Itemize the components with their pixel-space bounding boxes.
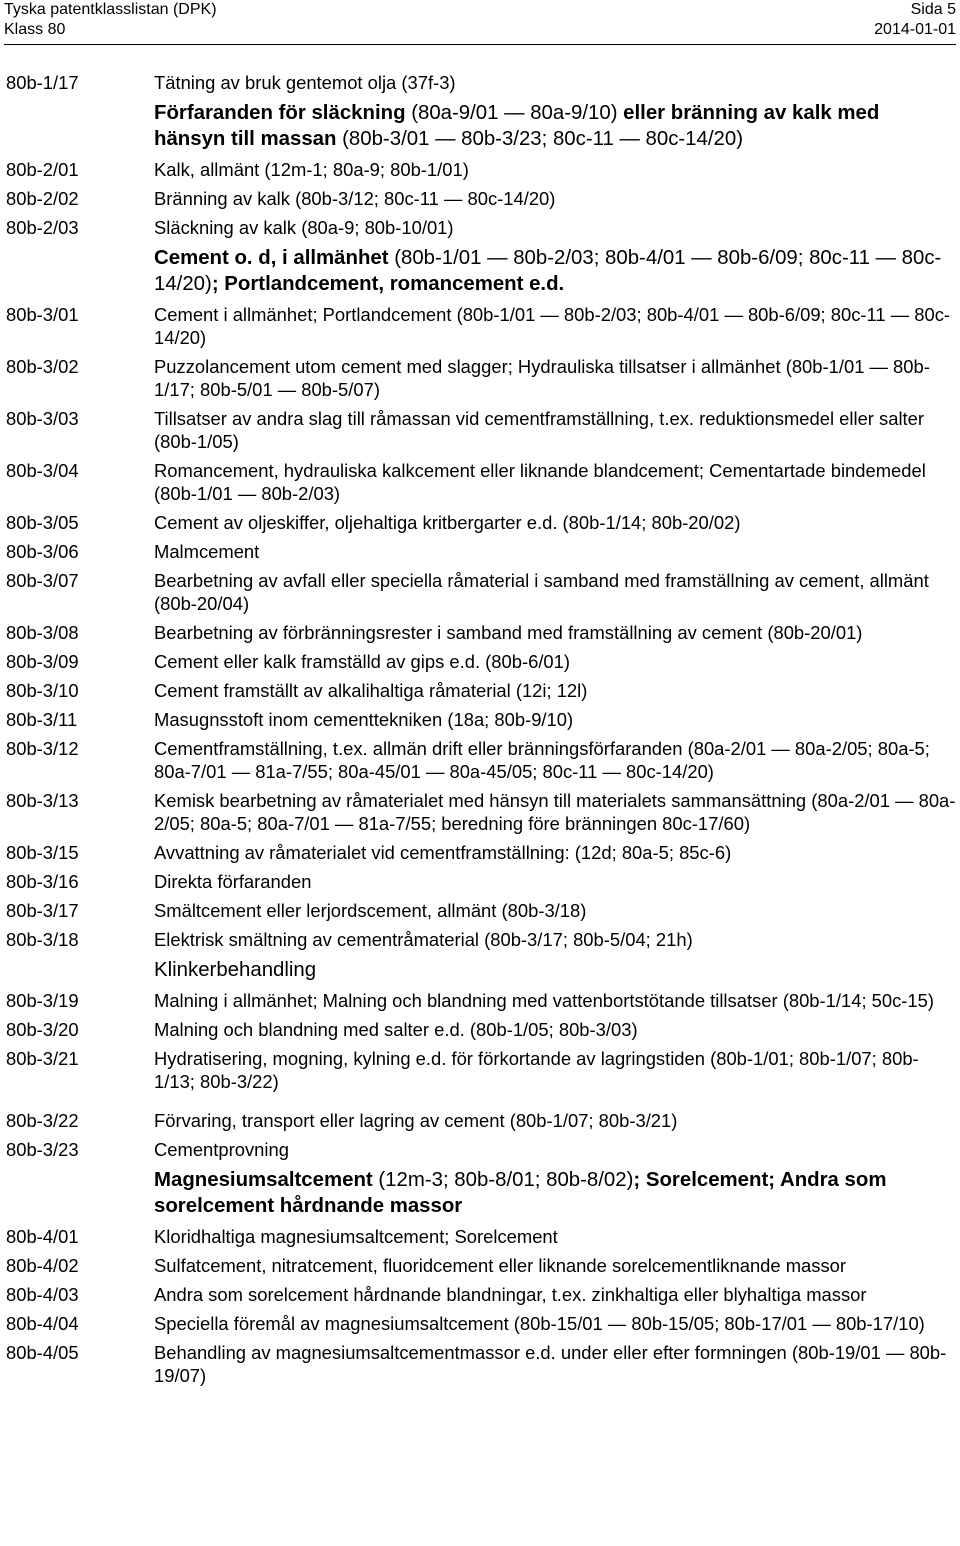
heading-text-bold: Magnesiumsaltcement	[154, 1169, 379, 1191]
class-description: Släckning av kalk (80a-9; 80b-10/01)	[154, 217, 454, 238]
class-code: 80b-3/18	[6, 929, 79, 950]
header-row-top	[4, 0, 956, 20]
list-item	[6, 989, 956, 1012]
group-heading	[6, 1167, 956, 1219]
class-code: 80b-3/21	[6, 1048, 79, 1069]
class-description: Behandling av magnesiumsaltcementmassor e.d. under eller efter formningen (80b-19/01 — 80b-19/07)	[154, 1342, 947, 1386]
class-description: Cement av oljeskiffer, oljehaltiga kritbergarter e.d. (80b-1/14; 80b-20/02)	[154, 512, 741, 533]
class-description: Cementprovning	[154, 1139, 289, 1160]
class-description: Avvattning av råmaterialet vid cementframställning: (12d; 80a-5; 85c-6)	[154, 842, 732, 863]
class-code: 80b-3/20	[6, 1019, 79, 1040]
list-item	[6, 789, 956, 835]
class-description: Speciella föremål av magnesiumsaltcement (80b-15/01 — 80b-15/05; 80b-17/01 — 80b-17/10)	[154, 1313, 925, 1334]
class-description: Sulfatcement, nitratcement, fluoridcement eller liknande sorelcementliknande massor	[154, 1255, 847, 1276]
heading-text-reference: (80b-1/01 — 80b-2/03; 80b-4/01 — 80b-6/09; 80c-11 — 80c-14/20)	[154, 247, 942, 295]
header-divider	[4, 44, 956, 45]
class-code: 80b-4/02	[6, 1255, 79, 1276]
class-description: Kloridhaltiga magnesiumsaltcement; Sorelcement	[154, 1226, 558, 1247]
class-code: 80b-4/04	[6, 1313, 79, 1334]
list-item	[6, 569, 956, 615]
heading-text-reference: Klinkerbehandling	[154, 959, 317, 981]
heading-text-bold: ; Sorelcement; Andra som sorelcement hårdnande massor	[154, 1169, 887, 1217]
list-item	[6, 1254, 956, 1277]
group-heading	[6, 245, 956, 297]
list-item	[6, 708, 956, 731]
group-heading	[6, 957, 956, 983]
list-item	[6, 1312, 956, 1335]
class-description: Kalk, allmänt (12m-1; 80a-9; 80b-1/01)	[154, 159, 469, 180]
document-date: 2014-01-01	[874, 21, 956, 38]
list-item	[6, 621, 956, 644]
class-code: 80b-4/03	[6, 1284, 79, 1305]
list-item	[6, 511, 956, 534]
list-item	[6, 899, 956, 922]
list-item	[6, 870, 956, 893]
class-description: Cement i allmänhet; Portlandcement (80b-1/01 — 80b-2/03; 80b-4/01 — 80b-6/09; 80c-11 — 80c-14/20)	[154, 304, 951, 348]
class-code: 80b-2/03	[6, 217, 79, 238]
class-description: Romancement, hydrauliska kalkcement eller liknande blandcement; Cementartade bindemedel (80b-1/01 — 80b-2/03)	[154, 460, 926, 504]
class-code: 80b-3/22	[6, 1110, 79, 1131]
class-code: 80b-1/17	[6, 72, 79, 93]
class-code: 80b-3/10	[6, 680, 79, 701]
list-item	[6, 303, 956, 349]
class-code: 80b-4/05	[6, 1342, 79, 1363]
class-code: 80b-2/01	[6, 159, 79, 180]
list-item	[6, 540, 956, 563]
class-description: Masugnsstoft inom cementtekniken (18a; 80b-9/10)	[154, 709, 574, 730]
list-item	[6, 737, 956, 783]
header-row-bottom	[4, 20, 956, 40]
class-description: Malmcement	[154, 541, 260, 562]
class-description: Cementframställning, t.ex. allmän drift eller bränningsförfaranden (80a-2/01 — 80a-2/05; 80a-5; 80a-7/01 — 81a-7/55; 80a-45/01 — 80a-45/05; 80c-11 — 80c-14/20)	[154, 738, 930, 782]
list-item	[6, 187, 956, 210]
class-code: 80b-3/06	[6, 541, 79, 562]
class-description: Andra som sorelcement hårdnande blandningar, t.ex. zinkhaltiga eller blyhaltiga massor	[154, 1284, 867, 1305]
list-item	[6, 650, 956, 673]
list-item	[6, 71, 956, 94]
list-item	[6, 1225, 956, 1248]
heading-text-bold: Förfaranden för släckning	[154, 102, 412, 124]
class-description: Cement framställt av alkalihaltiga råmaterial (12i; 12l)	[154, 680, 588, 701]
list-item	[6, 841, 956, 864]
class-description: Puzzolancement utom cement med slagger; Hydrauliska tillsatser i allmänhet (80b-1/01 — 80b-1/17; 80b-5/01 — 80b-5/07)	[154, 356, 930, 400]
class-code: 80b-3/12	[6, 738, 79, 759]
class-code: 80b-3/17	[6, 900, 79, 921]
class-code: 80b-3/01	[6, 304, 79, 325]
list-item	[6, 679, 956, 702]
class-description: Bearbetning av förbränningsrester i samband med framställning av cement (80b-20/01)	[154, 622, 863, 643]
class-code: 80b-2/02	[6, 188, 79, 209]
class-description: Malning i allmänhet; Malning och blandning med vattenbortstötande tillsatser (80b-1/14; 50c-15)	[154, 990, 935, 1011]
class-description: Tillsatser av andra slag till råmassan vid cementframställning, t.ex. reduktionsmedel eller salter (80b-1/05)	[154, 408, 924, 452]
class-description: Bränning av kalk (80b-3/12; 80c-11 — 80c-14/20)	[154, 188, 556, 209]
list-item	[6, 1341, 956, 1387]
page-header	[4, 0, 956, 40]
class-code: 80b-3/11	[6, 709, 78, 730]
class-code: 80b-3/15	[6, 842, 79, 863]
class-description: Elektrisk smältning av cementråmaterial (80b-3/17; 80b-5/04; 21h)	[154, 929, 693, 950]
class-code: 80b-3/07	[6, 570, 79, 591]
list-item	[6, 355, 956, 401]
list-item	[6, 1018, 956, 1041]
class-code: 80b-3/13	[6, 790, 79, 811]
class-description: Kemisk bearbetning av råmaterialet med hänsyn till materialets sammansättning (80a-2/01 — 80a-2/05; 80a-5; 80a-7/01 — 81a-7/55; beredning före bränningen 80c-17/60)	[154, 790, 956, 834]
list-item	[6, 216, 956, 239]
class-code: 80b-4/01	[6, 1226, 79, 1247]
class-label: Klass 80	[4, 21, 66, 38]
class-code: 80b-3/04	[6, 460, 79, 481]
heading-text-bold: Cement o. d, i allmänhet	[154, 247, 395, 269]
class-code: 80b-3/08	[6, 622, 79, 643]
heading-text-reference: (80a-9/01 — 80a-9/10)	[411, 102, 624, 124]
class-code: 80b-3/23	[6, 1139, 79, 1160]
group-heading	[6, 100, 956, 152]
class-description: Tätning av bruk gentemot olja (37f-3)	[154, 72, 456, 93]
class-code: 80b-3/03	[6, 408, 79, 429]
list-item	[6, 459, 956, 505]
class-code: 80b-3/19	[6, 990, 79, 1011]
class-code: 80b-3/16	[6, 871, 79, 892]
class-description: Malning och blandning med salter e.d. (80b-1/05; 80b-3/03)	[154, 1019, 638, 1040]
list-item	[6, 1047, 956, 1093]
list-item	[6, 928, 956, 951]
document-title: Tyska patentklasslistan (DPK)	[4, 1, 217, 18]
classification-list	[6, 71, 956, 1393]
class-description: Cement eller kalk framställd av gips e.d. (80b-6/01)	[154, 651, 571, 672]
list-item	[6, 407, 956, 453]
heading-text-bold: ; Portlandcement, romancement e.d.	[211, 273, 565, 295]
list-item	[6, 1109, 956, 1132]
class-description: Smältcement eller lerjordscement, allmänt (80b-3/18)	[154, 900, 587, 921]
list-item	[6, 1283, 956, 1306]
class-code: 80b-3/09	[6, 651, 79, 672]
class-description: Hydratisering, mogning, kylning e.d. för förkortande av lagringstiden (80b-1/01; 80b-1/07; 80b-1/13; 80b-3/22)	[154, 1048, 919, 1092]
list-item	[6, 158, 956, 181]
page-number: Sida 5	[910, 1, 956, 18]
class-description: Förvaring, transport eller lagring av cement (80b-1/07; 80b-3/21)	[154, 1110, 678, 1131]
list-item	[6, 1138, 956, 1161]
heading-text-reference: (80b-3/01 — 80b-3/23; 80c-11 — 80c-14/20)	[342, 128, 743, 150]
class-code: 80b-3/02	[6, 356, 79, 377]
class-code: 80b-3/05	[6, 512, 79, 533]
heading-text-reference: (12m-3; 80b-8/01; 80b-8/02)	[378, 1169, 634, 1191]
class-description: Direkta förfaranden	[154, 871, 312, 892]
heading-text-bold: eller bränning av kalk med hänsyn till massan	[154, 102, 880, 150]
class-description: Bearbetning av avfall eller speciella råmaterial i samband med framställning av cement, allmänt (80b-20/04)	[154, 570, 929, 614]
